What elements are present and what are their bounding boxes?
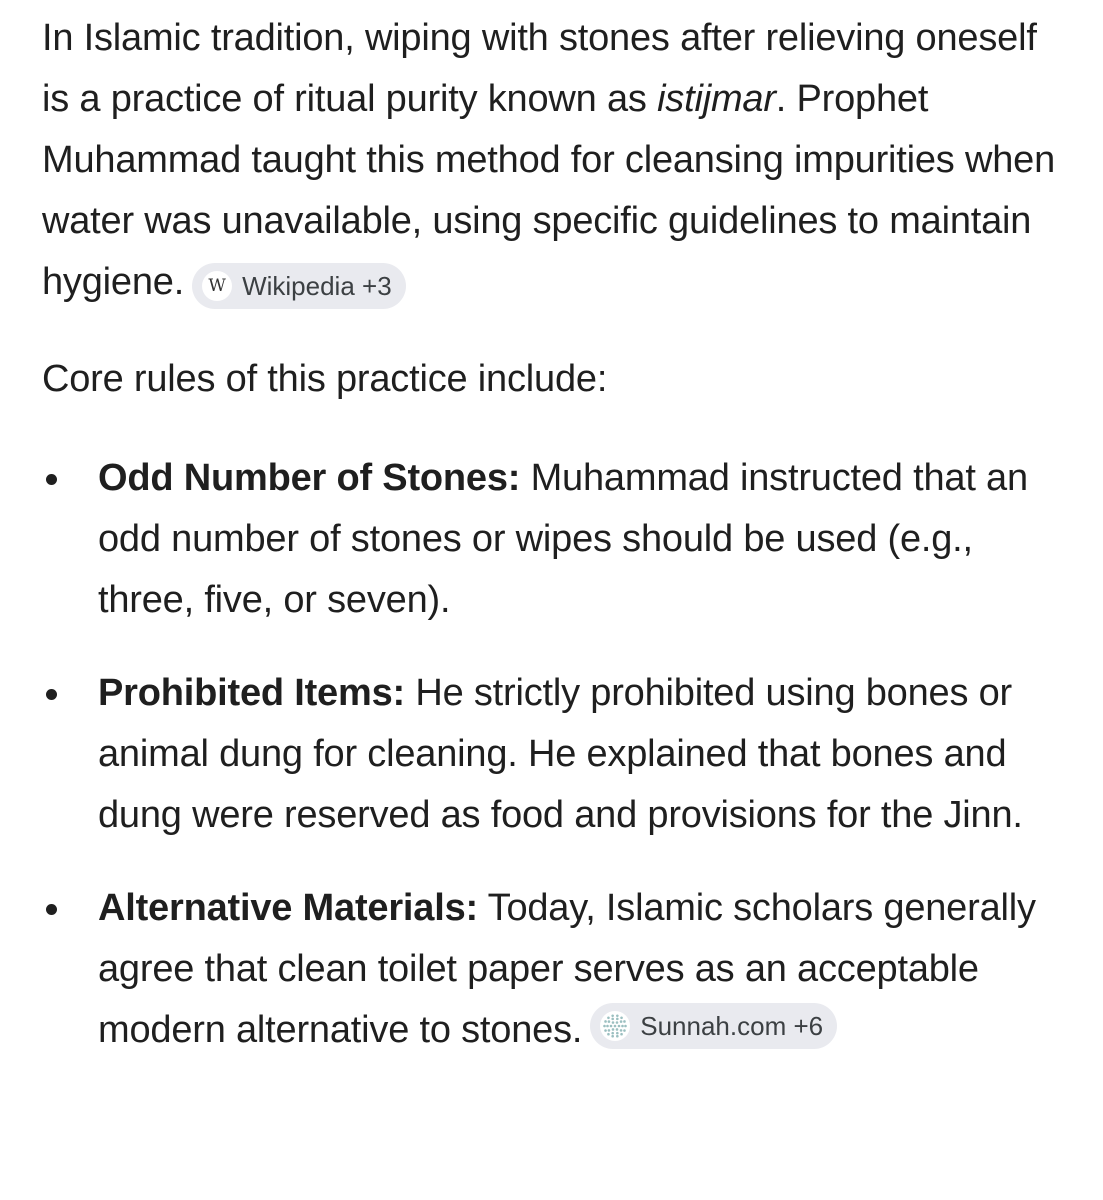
sunnah-logo-icon — [600, 1011, 630, 1041]
intro-text-before: In Islamic tradition, wiping with stones after relieving oneself is a practice of ritual purity known as — [42, 17, 1037, 120]
istijmar-term: istijmar — [657, 78, 776, 120]
intro-text-after: . Prophet Muhammad taught this method for cleansing impurities when water was unavailable, using specific guidelines to maintain hygiene. — [42, 78, 1056, 303]
rule-term: Odd Number of Stones: — [98, 457, 521, 499]
list-heading: Core rules of this practice include: — [42, 358, 608, 400]
bullet-icon — [46, 904, 57, 915]
list-item — [42, 663, 1072, 846]
list-item — [42, 448, 1072, 631]
rule-term: Alternative Materials: — [98, 887, 478, 929]
sunnah-source-label: Sunnah.com +6 — [640, 1011, 824, 1041]
bullet-icon — [46, 689, 57, 700]
rule-text: He strictly prohibited using bones or animal dung for cleaning. He explained that bones and dung were reserved as food and provisions for the Jinn. — [98, 672, 1023, 836]
wikipedia-source-label: Wikipedia +3 — [242, 271, 392, 301]
rules-list — [42, 448, 1072, 1061]
rule-term: Prohibited Items: — [98, 672, 405, 714]
ai-answer-content — [42, 8, 1072, 1061]
list-item — [42, 878, 1072, 1061]
sunnah-source-chip[interactable] — [590, 1003, 837, 1049]
bullet-icon — [46, 474, 57, 485]
rule-text: Today, Islamic scholars generally agree that clean toilet paper serves as an acceptable modern alternative to stones. — [98, 887, 1036, 1051]
wikipedia-icon: W — [202, 271, 232, 301]
rule-text: Muhammad instructed that an odd number of stones or wipes should be used (e.g., three, five, or seven). — [98, 457, 1028, 621]
intro-paragraph — [42, 8, 1072, 313]
wikipedia-source-chip[interactable] — [192, 263, 406, 309]
